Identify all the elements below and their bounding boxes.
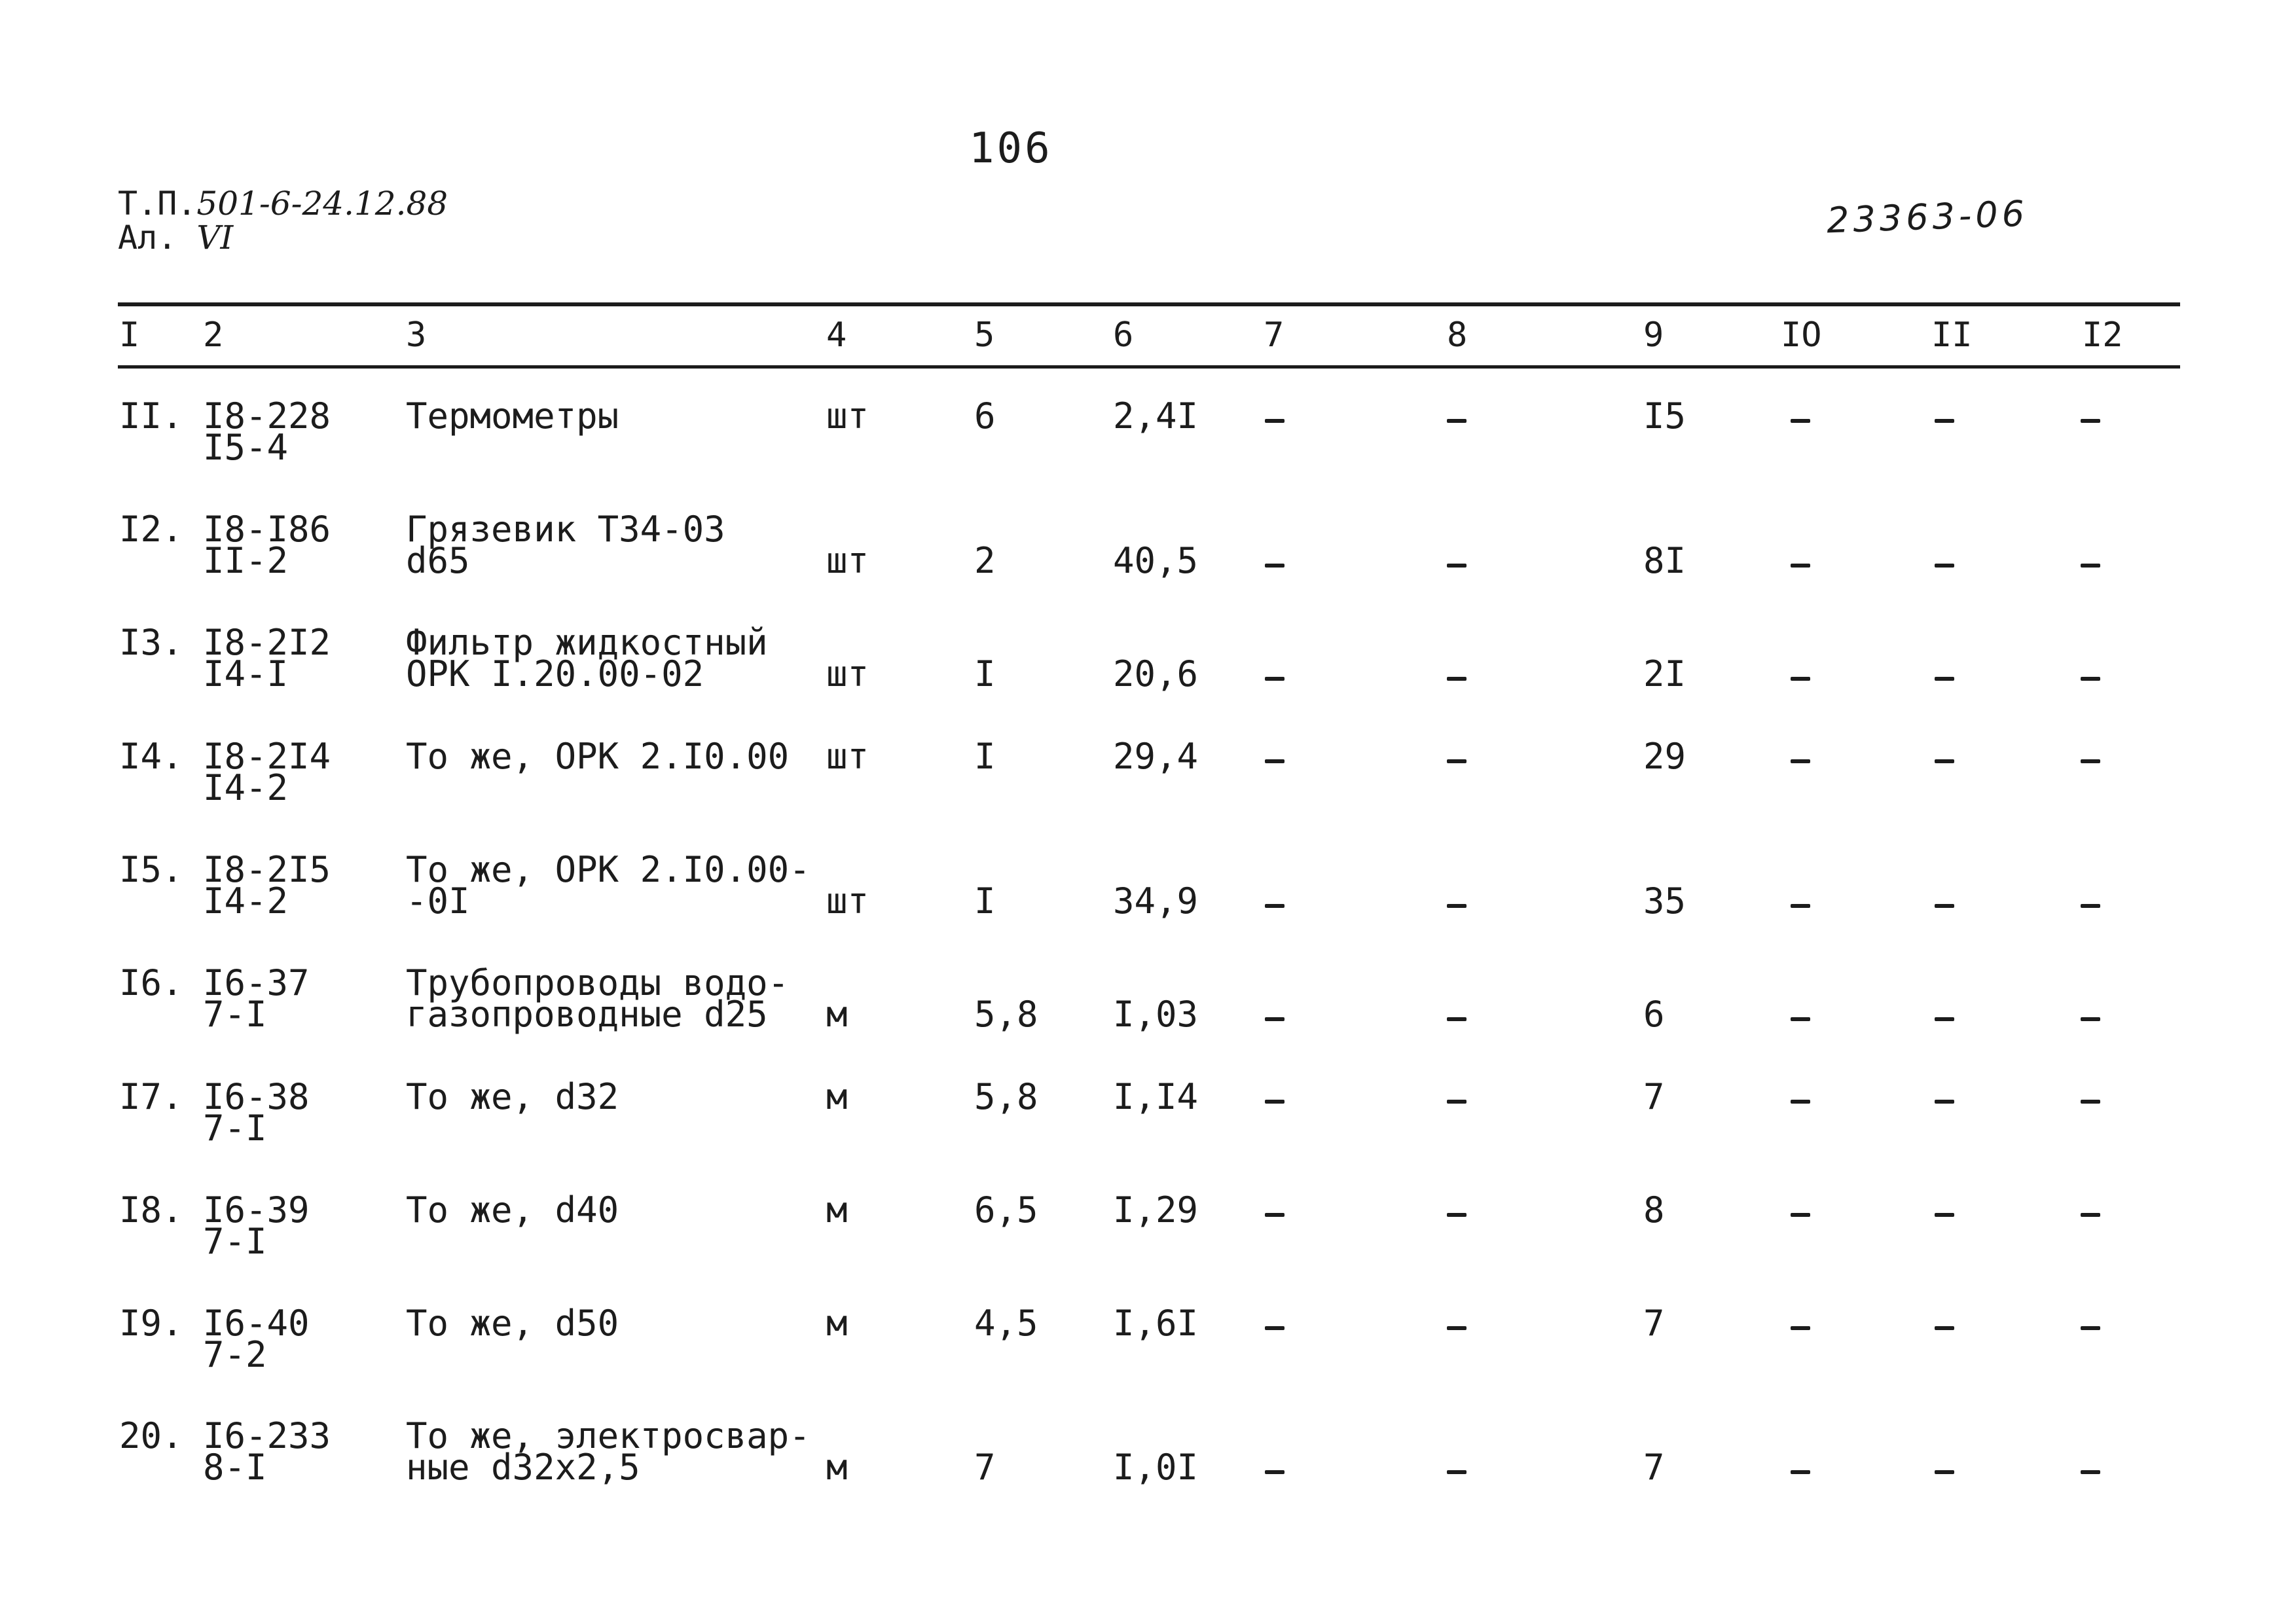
dash-col-7	[1265, 419, 1285, 423]
item-name: То же, ОРК 2.I0.00-	[406, 849, 811, 890]
total-value: 8	[1643, 1189, 1665, 1231]
dash-col-11	[1935, 419, 1954, 423]
norm-code: I8-228	[203, 395, 331, 437]
dash-col-11	[1935, 1470, 1954, 1474]
item-name-cont: d65	[406, 540, 470, 581]
row-number: I7.	[119, 1076, 183, 1117]
dash-col-10	[1791, 1017, 1810, 1021]
total-value: 7	[1643, 1447, 1665, 1488]
dash-col-7	[1265, 677, 1285, 681]
item-name: Грязевик Т34-03	[406, 509, 725, 550]
row-number: 20.	[119, 1415, 183, 1456]
unit-price: 20,6	[1113, 653, 1199, 695]
dash-col-8	[1447, 904, 1467, 908]
dash-col-7	[1265, 564, 1285, 568]
column-header-8: 8	[1447, 316, 1468, 355]
dash-col-7	[1265, 1326, 1285, 1330]
dash-col-10	[1791, 1100, 1810, 1104]
total-value: 6	[1643, 994, 1665, 1035]
norm-code-sub: I4-I	[203, 653, 289, 695]
column-header-4: 4	[826, 316, 847, 355]
dash-col-12	[2081, 419, 2100, 423]
dash-col-12	[2081, 1326, 2100, 1330]
unit: м	[826, 1303, 848, 1344]
norm-code-sub: 7-I	[203, 1108, 267, 1149]
total-value: 7	[1643, 1076, 1665, 1117]
norm-code: I8-2I4	[203, 736, 331, 777]
norm-code-sub: II-2	[203, 540, 289, 581]
total-value: 8I	[1643, 540, 1686, 581]
unit: м	[826, 1189, 848, 1231]
dash-col-12	[2081, 677, 2100, 681]
dash-col-8	[1447, 564, 1467, 568]
dash-col-11	[1935, 904, 1954, 908]
al-prefix: Ал.	[118, 219, 177, 257]
column-header-10: IO	[1781, 316, 1822, 355]
norm-code-sub: 7-2	[203, 1334, 267, 1375]
dash-col-7	[1265, 1213, 1285, 1217]
unit: шт	[826, 395, 869, 437]
dash-col-11	[1935, 677, 1954, 681]
total-value: 7	[1643, 1303, 1665, 1344]
unit-price: 2,4I	[1113, 395, 1199, 437]
unit-price: I,6I	[1113, 1303, 1199, 1344]
dash-col-7	[1265, 904, 1285, 908]
dash-col-10	[1791, 564, 1810, 568]
column-header-1: I	[119, 316, 140, 355]
dash-col-7	[1265, 1470, 1285, 1474]
dash-col-11	[1935, 564, 1954, 568]
column-header-9: 9	[1643, 316, 1664, 355]
norm-code: I6-233	[203, 1415, 331, 1456]
tp-prefix: Т.П.	[118, 185, 197, 223]
norm-code: I8-2I2	[203, 622, 331, 663]
quantity: 4,5	[974, 1303, 1038, 1344]
dash-col-7	[1265, 759, 1285, 763]
dash-col-12	[2081, 564, 2100, 568]
dash-col-12	[2081, 1017, 2100, 1021]
dash-col-8	[1447, 1213, 1467, 1217]
row-number: I4.	[119, 736, 183, 777]
unit: шт	[826, 540, 869, 581]
item-name: Фильтр жидкостный	[406, 622, 768, 663]
document-number: 23363-06	[1825, 192, 2029, 242]
dash-col-8	[1447, 759, 1467, 763]
dash-col-11	[1935, 759, 1954, 763]
quantity: I	[974, 736, 996, 777]
dash-col-10	[1791, 1470, 1810, 1474]
row-number: II.	[119, 395, 183, 437]
item-name: Трубопроводы водо-	[406, 962, 790, 1003]
total-value: I5	[1643, 395, 1686, 437]
dash-col-8	[1447, 1100, 1467, 1104]
dash-col-11	[1935, 1100, 1954, 1104]
norm-code-sub: 7-I	[203, 1221, 267, 1262]
item-name-cont: ные d32х2,5	[406, 1447, 640, 1488]
dash-col-8	[1447, 419, 1467, 423]
unit: шт	[826, 880, 869, 922]
norm-code: I8-2I5	[203, 849, 331, 890]
norm-code-sub: I5-4	[203, 427, 289, 468]
quantity: 5,8	[974, 994, 1038, 1035]
item-name: То же, ОРК 2.I0.00	[406, 736, 790, 777]
dash-col-8	[1447, 1470, 1467, 1474]
dash-col-11	[1935, 1326, 1954, 1330]
column-header-7: 7	[1264, 316, 1285, 355]
quantity: 5,8	[974, 1076, 1038, 1117]
al-number: VI	[196, 219, 234, 257]
norm-code: I8-I86	[203, 509, 331, 550]
dash-col-11	[1935, 1017, 1954, 1021]
quantity: 7	[974, 1447, 996, 1488]
unit: шт	[826, 736, 869, 777]
unit: м	[826, 1076, 848, 1117]
item-name-cont: газопроводные d25	[406, 994, 768, 1035]
norm-code: I6-40	[203, 1303, 310, 1344]
unit-price: I,29	[1113, 1189, 1199, 1231]
row-number: I3.	[119, 622, 183, 663]
row-number: I9.	[119, 1303, 183, 1344]
item-name-cont: -0I	[406, 880, 470, 922]
dash-col-10	[1791, 904, 1810, 908]
dash-col-10	[1791, 1213, 1810, 1217]
unit: м	[826, 1447, 848, 1488]
dash-col-11	[1935, 1213, 1954, 1217]
quantity: I	[974, 653, 996, 695]
item-name: Термометры	[406, 395, 619, 437]
column-header-2: 2	[203, 316, 224, 355]
row-number: I8.	[119, 1189, 183, 1231]
item-name: То же, d32	[406, 1076, 619, 1117]
norm-code-sub: I4-2	[203, 880, 289, 922]
unit-price: I,I4	[1113, 1076, 1199, 1117]
norm-code-sub: 8-I	[203, 1447, 267, 1488]
item-name: То же, электросвар-	[406, 1415, 811, 1456]
unit-price: I,0I	[1113, 1447, 1199, 1488]
quantity: I	[974, 880, 996, 922]
dash-col-7	[1265, 1100, 1285, 1104]
dash-col-10	[1791, 677, 1810, 681]
row-number: I5.	[119, 849, 183, 890]
dash-col-12	[2081, 759, 2100, 763]
norm-code: I6-39	[203, 1189, 310, 1231]
dash-col-8	[1447, 677, 1467, 681]
column-header-3: 3	[406, 316, 427, 355]
item-name: То же, d50	[406, 1303, 619, 1344]
dash-col-8	[1447, 1326, 1467, 1330]
norm-code: I6-38	[203, 1076, 310, 1117]
dash-col-12	[2081, 1470, 2100, 1474]
dash-col-7	[1265, 1017, 1285, 1021]
quantity: 2	[974, 540, 996, 581]
dash-col-12	[2081, 1213, 2100, 1217]
norm-code-sub: 7-I	[203, 994, 267, 1035]
dash-col-12	[2081, 1100, 2100, 1104]
unit: шт	[826, 653, 869, 695]
tp-number: 501-6-24.12.88	[196, 185, 448, 223]
unit: м	[826, 994, 848, 1035]
unit-price: I,03	[1113, 994, 1199, 1035]
unit-price: 40,5	[1113, 540, 1199, 581]
total-value: 29	[1643, 736, 1686, 777]
dash-col-10	[1791, 759, 1810, 763]
total-value: 2I	[1643, 653, 1686, 695]
dash-col-8	[1447, 1017, 1467, 1021]
norm-code: I6-37	[203, 962, 310, 1003]
column-header-6: 6	[1113, 316, 1134, 355]
unit-price: 29,4	[1113, 736, 1199, 777]
item-name-cont: ОРК I.20.00-02	[406, 653, 704, 695]
column-header-12: I2	[2082, 316, 2123, 355]
unit-price: 34,9	[1113, 880, 1199, 922]
dash-col-12	[2081, 904, 2100, 908]
page-number: 106	[969, 124, 1053, 173]
norm-code-sub: I4-2	[203, 767, 289, 808]
column-header-5: 5	[974, 316, 995, 355]
quantity: 6,5	[974, 1189, 1038, 1231]
dash-col-10	[1791, 1326, 1810, 1330]
column-header-11: II	[1931, 316, 1973, 355]
dash-col-10	[1791, 419, 1810, 423]
total-value: 35	[1643, 880, 1686, 922]
item-name: То же, d40	[406, 1189, 619, 1231]
row-number: I2.	[119, 509, 183, 550]
row-number: I6.	[119, 962, 183, 1003]
quantity: 6	[974, 395, 996, 437]
